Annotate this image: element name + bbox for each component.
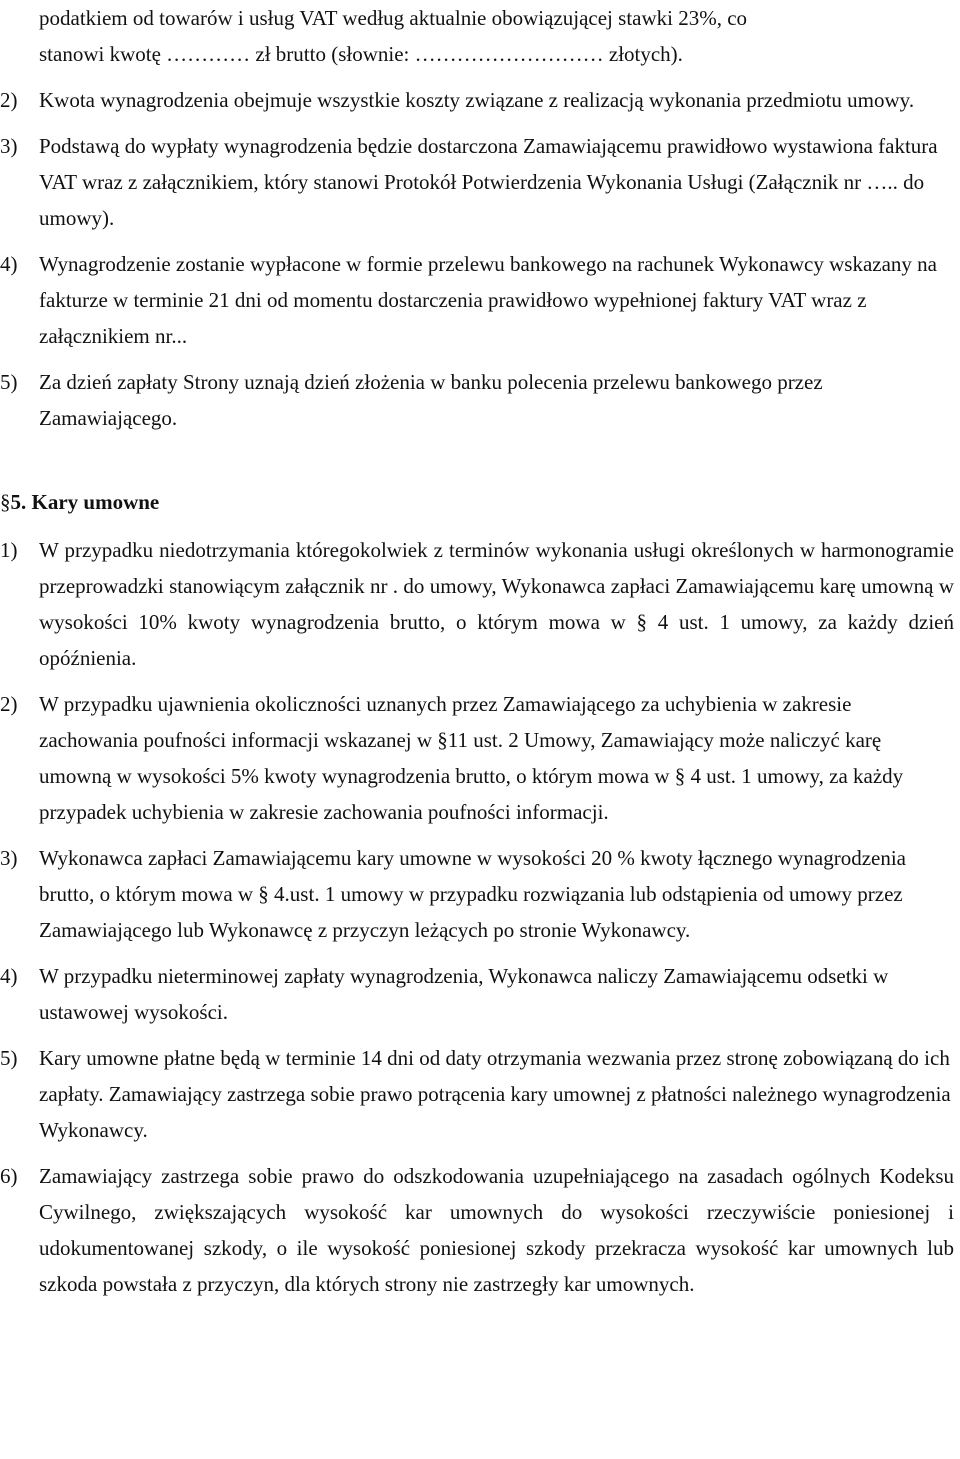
section-heading <box>0 484 960 520</box>
item-text: W przypadku nieterminowej zapłaty wynagrodzenia, Wykonawca naliczy Zamawiającemu odsetki w ustawowej wysokości. <box>39 964 889 1024</box>
item-number: 4) <box>0 964 18 988</box>
intro-line-1: podatkiem od towarów i usług VAT według aktualnie obowiązującej stawki 23%, co <box>39 6 748 30</box>
penalty-item-2 <box>0 686 960 830</box>
item-number: 1) <box>0 538 18 562</box>
penalty-item-6 <box>0 1158 960 1302</box>
item-text: Kary umowne płatne będą w terminie 14 dni od daty otrzymania wezwania przez stronę zobowiązaną do ich zapłaty. Zamawiający zastrzega sobie prawo potrącenia kary umownej z płatności należnego wynagrodzenia Wykonawcy. <box>39 1046 951 1142</box>
item-text: Podstawą do wypłaty wynagrodzenia będzie dostarczona Zamawiającemu prawidłowo wystawiona faktura VAT wraz z załącznikiem, który stanowi Protokół Potwierdzenia Wykonania Usługi (Załącznik nr ….. do umowy). <box>39 134 938 230</box>
item-text: Za dzień zapłaty Strony uznają dzień złożenia w banku polecenia przelewu bankowego przez Zamawiającego. <box>39 370 823 430</box>
item-text: Kwota wynagrodzenia obejmuje wszystkie koszty związane z realizacją wykonania przedmiotu umowy. <box>39 88 915 112</box>
intro-paragraph <box>0 0 960 72</box>
payment-item-3 <box>0 128 960 236</box>
penalty-item-5 <box>0 1040 960 1148</box>
item-text: Wynagrodzenie zostanie wypłacone w formie przelewu bankowego na rachunek Wykonawcy wskazany na fakturze w terminie 21 dni od momentu dostarczenia prawidłowo wypełnionej faktury VAT wraz z załącznikiem nr... <box>39 252 937 348</box>
item-number: 2) <box>0 88 18 112</box>
item-text: Wykonawca zapłaci Zamawiającemu kary umowne w wysokości 20 % kwoty łącznego wynagrodzenia brutto, o którym mowa w § 4.ust. 1 umowy w przypadku rozwiązania lub odstąpienia od umowy przez Zamawiającego lub Wykonawcę z przyczyn leżących po stronie Wykonawcy. <box>39 846 906 942</box>
item-text: W przypadku ujawnienia okoliczności uznanych przez Zamawiającego za uchybienia w zakresie zachowania poufności informacji wskazanej w §11 ust. 2 Umowy, Zamawiający może naliczyć karę umowną w wysokości 5% kwoty wynagrodzenia brutto, o którym mowa w § 4 ust. 1 umowy, za każdy przypadek uchybienia w zakresie zachowania poufności informacji. <box>39 692 904 824</box>
item-number: 5) <box>0 370 18 394</box>
payment-item-5 <box>0 364 960 436</box>
item-text: Zamawiający zastrzega sobie prawo do odszkodowania uzupełniającego na zasadach ogólnych Kodeksu Cywilnego, zwiększających wysokość kar umownych do wysokości rzeczywiście poniesionej i udokumentowanej szkody, o ile wysokość poniesionej szkody przekracza wysokość kar umownych lub szkoda powstała z przyczyn, dla których strony nie zastrzegły kar umownych. <box>39 1164 954 1296</box>
item-text: W przypadku niedotrzymania któregokolwiek z terminów wykonania usługi określonych w harmonogramie przeprowadzki stanowiącym załącznik nr . do umowy, Wykonawca zapłaci Zamawiającemu karę umowną w wysokości 10% kwoty wynagrodzenia brutto, o którym mowa w § 4 ust. 1 umowy, za każdy dzień opóźnienia. <box>39 538 954 670</box>
item-number: 6) <box>0 1164 18 1188</box>
penalty-item-4 <box>0 958 960 1030</box>
penalty-item-3 <box>0 840 960 948</box>
penalty-item-1 <box>0 532 960 676</box>
intro-line-2: stanowi kwotę ………… zł brutto (słownie: ……………………… złotych). <box>39 42 683 66</box>
item-number: 5) <box>0 1046 18 1070</box>
item-number: 3) <box>0 846 18 870</box>
item-number: 4) <box>0 252 18 276</box>
section-symbol: § <box>0 490 11 514</box>
item-number: 2) <box>0 692 18 716</box>
item-number: 3) <box>0 134 18 158</box>
payment-item-4 <box>0 246 960 354</box>
payment-item-2 <box>0 82 960 118</box>
section-title: 5. Kary umowne <box>10 490 160 514</box>
